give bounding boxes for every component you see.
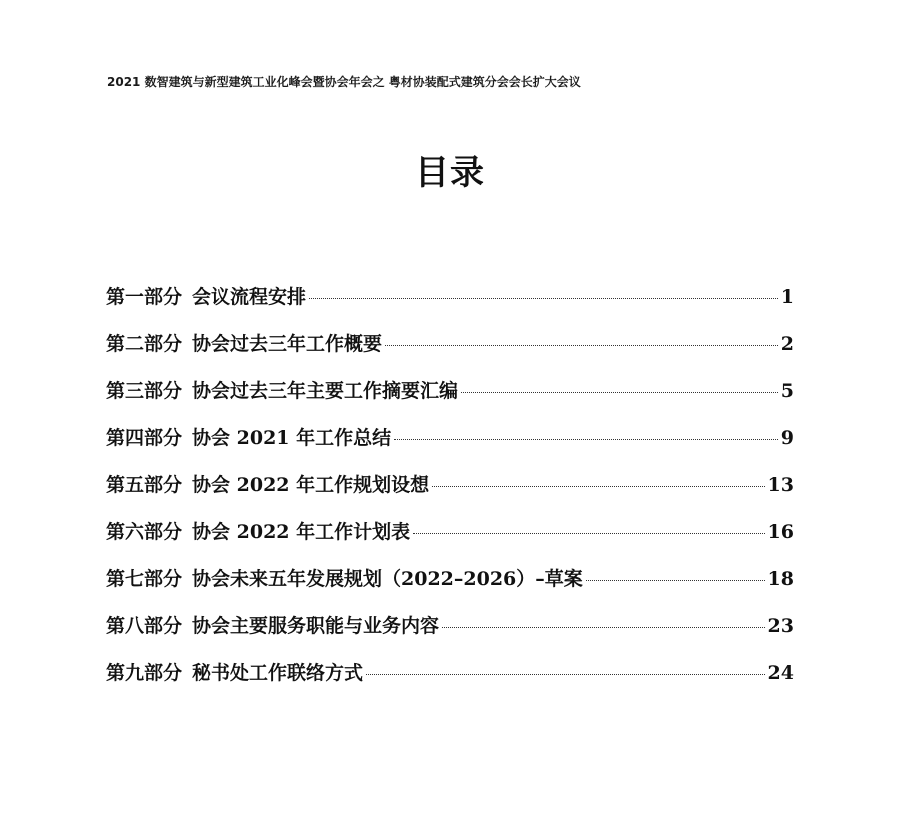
toc-entry-3[interactable] [106, 376, 794, 423]
toc-part-label: 第三部分 [106, 380, 183, 402]
toc-part-label: 第六部分 [106, 521, 183, 543]
toc-entry-title: 协会过去三年主要工作摘要汇编 [192, 380, 459, 402]
toc-part-label: 第一部分 [106, 286, 183, 308]
toc-entry-2[interactable] [106, 329, 794, 376]
toc-page-number: 5 [780, 380, 794, 402]
toc-page-number: 18 [767, 568, 794, 590]
toc-part-label: 第九部分 [106, 662, 183, 684]
toc-part-label: 第四部分 [106, 427, 183, 449]
toc-dot-leader [586, 580, 765, 581]
toc-page-number: 24 [767, 662, 794, 684]
toc-entry-title: 协会主要服务职能与业务内容 [192, 615, 440, 637]
toc-part-label: 第七部分 [106, 568, 183, 590]
toc-dot-leader [461, 392, 778, 393]
toc-dot-leader [394, 439, 778, 440]
table-of-contents [106, 282, 794, 705]
toc-entry-1[interactable] [106, 282, 794, 329]
page-title: 目录 [415, 153, 485, 193]
toc-entry-title: 协会未来五年发展规划（2022–2026）–草案 [192, 568, 583, 590]
toc-part-label: 第八部分 [106, 615, 183, 637]
toc-dot-leader [442, 627, 765, 628]
toc-entry-title: 协会 2022 年工作规划设想 [192, 474, 430, 496]
toc-part-label: 第二部分 [106, 333, 183, 355]
toc-page-number: 13 [767, 474, 794, 496]
toc-entry-4[interactable] [106, 423, 794, 470]
toc-dot-leader [385, 345, 778, 346]
toc-entry-title: 协会 2021 年工作总结 [192, 427, 392, 449]
toc-entry-title: 会议流程安排 [192, 286, 307, 308]
toc-page-number: 16 [767, 521, 794, 543]
toc-dot-leader [309, 298, 778, 299]
toc-entry-title: 秘书处工作联络方式 [192, 662, 364, 684]
toc-entry-title: 协会过去三年工作概要 [192, 333, 383, 355]
toc-page-number: 2 [780, 333, 794, 355]
toc-dot-leader [432, 486, 764, 487]
toc-entry-8[interactable] [106, 611, 794, 658]
toc-part-label: 第五部分 [106, 474, 183, 496]
toc-entry-title: 协会 2022 年工作计划表 [192, 521, 411, 543]
toc-entry-5[interactable] [106, 470, 794, 517]
toc-entry-7[interactable] [106, 564, 794, 611]
toc-entry-9[interactable] [106, 658, 794, 705]
toc-entry-6[interactable] [106, 517, 794, 564]
toc-page-number: 9 [780, 427, 794, 449]
toc-dot-leader [366, 674, 765, 675]
toc-dot-leader [413, 533, 764, 534]
toc-page-number: 1 [780, 286, 794, 308]
document-header: 2021 数智建筑与新型建筑工业化峰会暨协会年会之 粤材协装配式建筑分会会长扩大会议 [107, 75, 581, 89]
toc-page-number: 23 [767, 615, 794, 637]
